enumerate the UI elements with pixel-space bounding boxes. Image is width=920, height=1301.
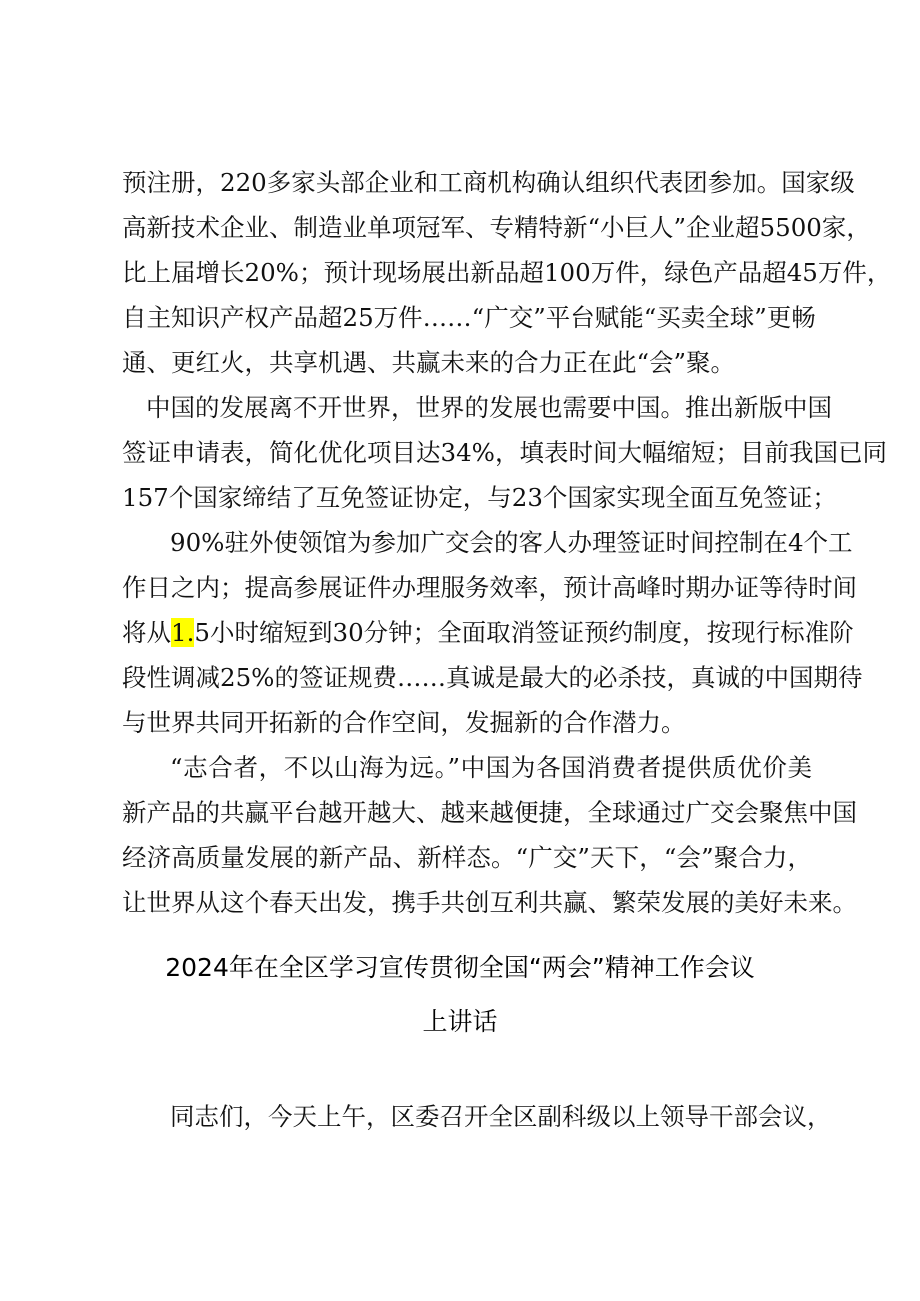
paragraph-5-line-1: 同志们，今天上午，区委召开全区副科级以上领导干部会议， <box>170 1102 832 1131</box>
paragraph-2-line-1: 中国的发展离不开世界，世界的发展也需要中国。推出新版中国 <box>146 393 832 422</box>
paragraph-3-line-3 <box>122 616 854 650</box>
paragraph-2-line-3: 157个国家缔结了互免签证协定，与23个国家实现全面互免签证； <box>122 483 837 512</box>
paragraph-1-line-1: 预注册，220多家头部企业和工商机构确认组织代表团参加。国家级 <box>122 168 855 197</box>
paragraph-3-line-2: 作日之内；提高参展证件办理服务效率，预计高峰时期办证等待时间 <box>122 573 857 602</box>
paragraph-1-line-5: 通、更红火，共享机遇、共赢未来的合力正在此“会”聚。 <box>122 348 736 377</box>
highlighted-text: 1. <box>171 618 195 647</box>
paragraph-1-line-4: 自主知识产权产品超25万件……“广交”平台赋能“买卖全球”更畅 <box>122 303 816 332</box>
paragraph-3-line-1: 90%驻外使领馆为参加广交会的客人办理签证时间控制在4个工 <box>170 528 853 557</box>
paragraph-3-line-3-end: 5小时缩短到30分钟；全面取消签证预约制度，按现行标准阶 <box>194 618 854 647</box>
paragraph-4-line-3: 经济高质量发展的新产品、新样态。“广交”天下，“会”聚合力， <box>122 843 812 872</box>
paragraph-3-line-3-start: 将从 <box>122 618 171 647</box>
paragraph-3-line-5: 与世界共同开拓新的合作空间，发掘新的合作潜力。 <box>122 708 686 737</box>
paragraph-1-line-3: 比上届增长20%；预计现场展出新品超100万件，绿色产品超45万件， <box>122 258 892 287</box>
paragraph-1-line-2: 高新技术企业、制造业单项冠军、专精特新“小巨人”企业超5500家， <box>122 213 871 242</box>
paragraph-2-line-2: 签证申请表，简化优化项目达34%，填表时间大幅缩短；目前我国已同 <box>122 438 887 467</box>
paragraph-4-line-2: 新产品的共赢平台越开越大、越来越便捷，全球通过广交会聚焦中国 <box>122 798 857 827</box>
paragraph-4-line-4: 让世界从这个春天出发，携手共创互利共赢、繁荣发展的美好未来。 <box>122 888 857 917</box>
paragraph-3-line-4: 段性调减25%的签证规费……真诚是最大的必杀技，真诚的中国期待 <box>122 663 863 692</box>
section-heading-line-2: 上讲话 <box>422 1007 498 1036</box>
section-heading-line-1: 2024年在全区学习宣传贯彻全国“两会”精神工作会议 <box>165 953 755 982</box>
paragraph-4-line-1: “志合者，不以山海为远。”中国为各国消费者提供质优价美 <box>170 753 812 782</box>
